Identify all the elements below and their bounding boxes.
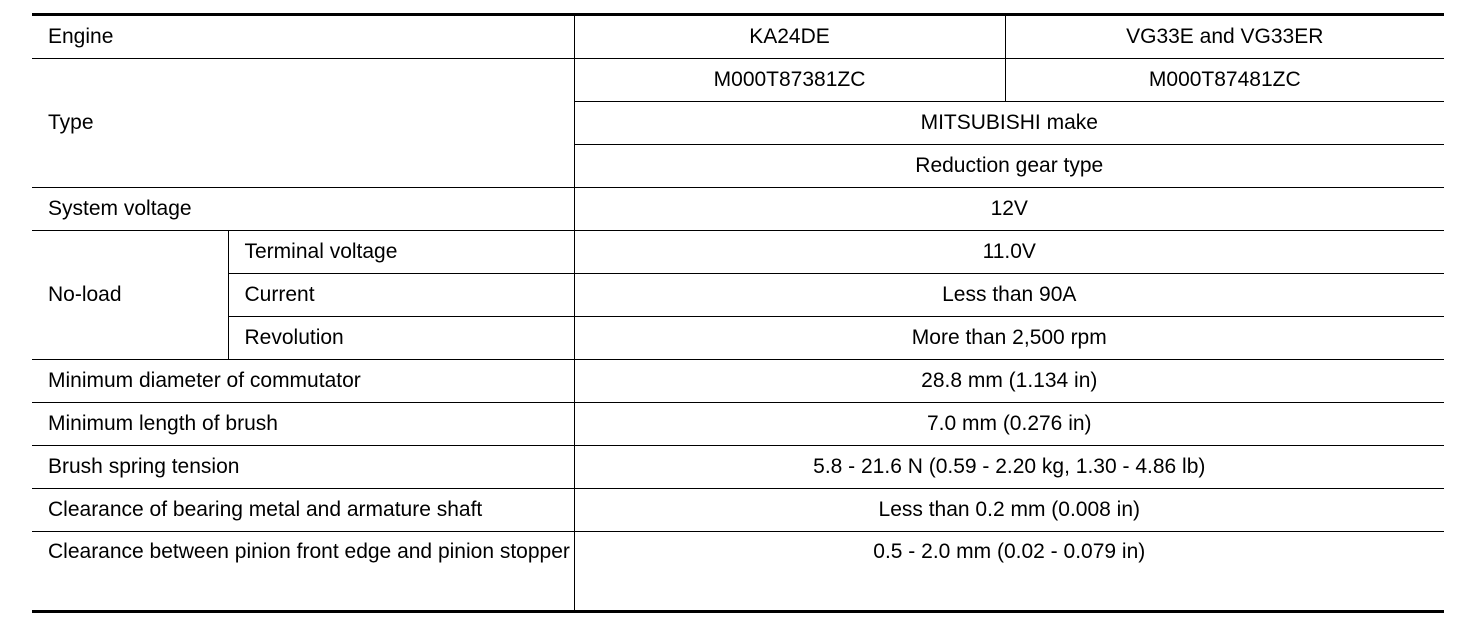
engine-label: Engine	[32, 15, 574, 59]
pinion-clearance-value: 0.5 - 2.0 mm (0.02 - 0.079 in)	[574, 532, 1444, 612]
spring-tension-value: 5.8 - 21.6 N (0.59 - 2.20 kg, 1.30 - 4.86 lb)	[574, 446, 1444, 489]
type-make: MITSUBISHI make	[574, 102, 1444, 145]
commutator-value: 28.8 mm (1.134 in)	[574, 360, 1444, 403]
row-commutator	[32, 360, 1444, 403]
row-system-voltage	[32, 188, 1444, 231]
bearing-clearance-value: Less than 0.2 mm (0.008 in)	[574, 489, 1444, 532]
spring-tension-label: Brush spring tension	[32, 446, 574, 489]
system-voltage-label: System voltage	[32, 188, 574, 231]
revolution-label: Revolution	[228, 317, 574, 360]
system-voltage-value: 12V	[574, 188, 1444, 231]
current-label: Current	[228, 274, 574, 317]
starter-spec-table	[32, 13, 1444, 613]
type-label: Type	[32, 59, 574, 188]
row-spring-tension	[32, 446, 1444, 489]
bearing-clearance-label: Clearance of bearing metal and armature shaft	[32, 489, 574, 532]
commutator-label: Minimum diameter of commutator	[32, 360, 574, 403]
row-bearing-clearance	[32, 489, 1444, 532]
brush-length-label: Minimum length of brush	[32, 403, 574, 446]
revolution-value: More than 2,500 rpm	[574, 317, 1444, 360]
terminal-voltage-label: Terminal voltage	[228, 231, 574, 274]
type-model-vg33e: M000T87481ZC	[1005, 59, 1444, 102]
row-terminal-voltage	[32, 231, 1444, 274]
current-value: Less than 90A	[574, 274, 1444, 317]
row-revolution	[32, 317, 1444, 360]
row-current	[32, 274, 1444, 317]
type-model-ka24de: M000T87381ZC	[574, 59, 1005, 102]
noload-label: No-load	[32, 231, 228, 360]
row-engine	[32, 15, 1444, 59]
row-pinion-clearance	[32, 532, 1444, 612]
type-gear: Reduction gear type	[574, 145, 1444, 188]
row-brush-length	[32, 403, 1444, 446]
engine-ka24de: KA24DE	[574, 15, 1005, 59]
brush-length-value: 7.0 mm (0.276 in)	[574, 403, 1444, 446]
terminal-voltage-value: 11.0V	[574, 231, 1444, 274]
pinion-clearance-label: Clearance between pinion front edge and pinion stopper	[32, 532, 574, 612]
engine-vg33e: VG33E and VG33ER	[1005, 15, 1444, 59]
row-type-model	[32, 59, 1444, 102]
